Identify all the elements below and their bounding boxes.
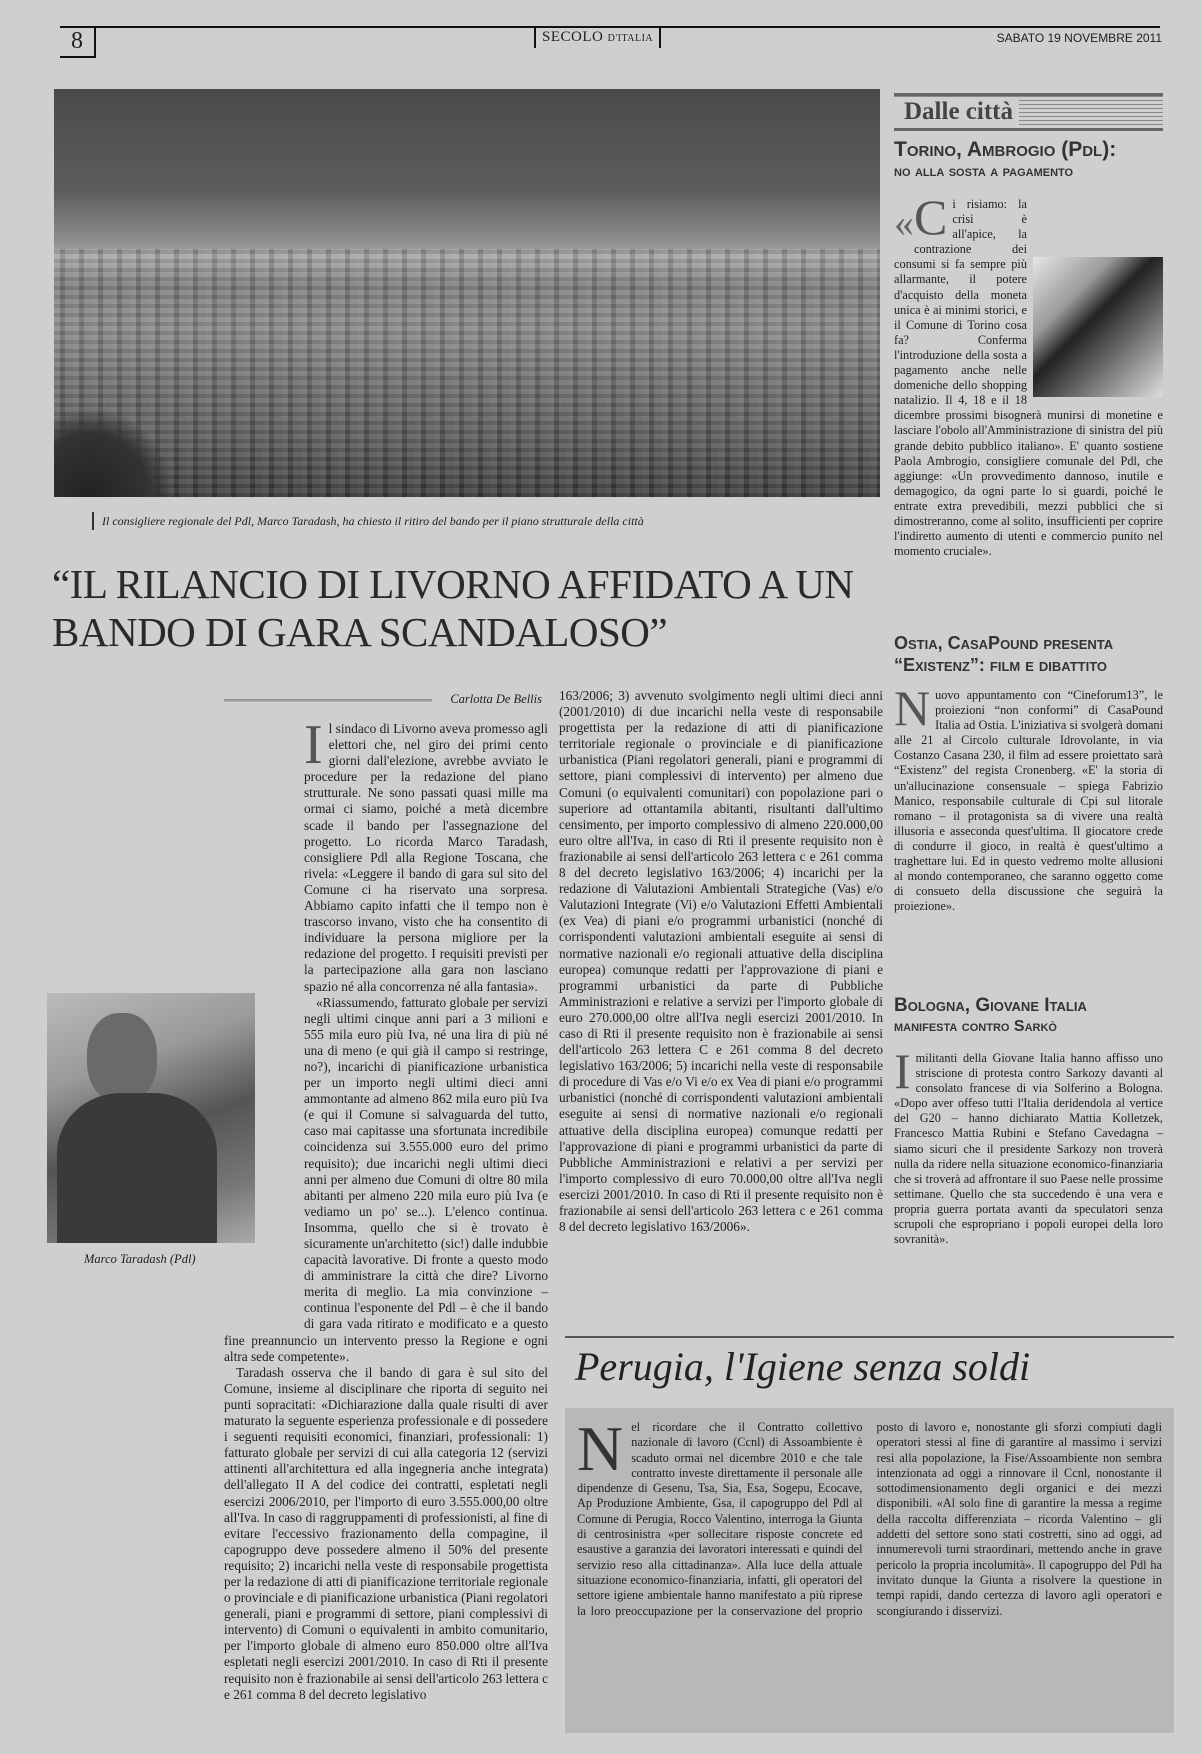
section-title-text: Dalle città <box>894 98 1019 125</box>
photo-caption: Il consigliere regionale del Pdl, Marco Taradash, ha chiesto il ritiro del bando per il piano strutturale della città <box>92 512 882 530</box>
dropcap: N <box>894 680 931 736</box>
perugia-headline: Perugia, l'Igiene senza soldi <box>575 1344 1031 1389</box>
ostia-headline <box>894 632 1163 676</box>
article-column-2 <box>559 688 883 1235</box>
perugia-article <box>565 1336 1174 1733</box>
torino-article <box>894 189 1163 559</box>
page-number: 8 <box>60 26 96 58</box>
headline-line: no alla sosta a pagamento <box>894 163 1074 180</box>
perugia-body <box>565 1408 1174 1733</box>
inset-caption: Marco Taradash (Pdl) <box>84 1252 196 1266</box>
masthead-suffix: D'ITALIA <box>607 33 654 44</box>
livorno-panorama-photo <box>54 89 880 497</box>
paragraph: 163/2006; 3) avvenuto svolgimento negli ultimi dieci anni (2001/2010) di due incarichi nella veste di responsabile progettista per la redazione di atti di pianificazione territoriale regionale o provinciale e di pianificazione urbanistica (Piani regolatori generali, piani e programmi di settore, piani complessivi di intervento) per almeno due Comuni (o equivalenti comunitari) con popolazione pari o superiore ad ottantamila abitanti, risultanti dall'ultimo censimento, per importo complessivo di almeno 220.000,00 euro oltre all'Iva, in caso di Rti il presente requisito non è frazionabile ai sensi dell'articolo 263 lettera c e 261 comma 8 del decreto legislativo 163/2006; 4) incarichi per la redazione di Valutazioni Ambientali Strategiche (Vas) e/o Valutazioni Integrate (Vi) e/o Valutazioni Effetti Ambientali (ex Vea) di piani e/o programmi urbanistici (nonché di corrispondenti valutazioni ambientali eseguite ai sensi di normative nazionali e/o regionali attuative della disciplina europea) comunque redatti per l'approvazione di piani e programmi urbanistici da parte di Pubbliche Amministrazioni e relative a servizi per l'importo globale di euro 270.000,00 oltre all'Iva negli esercizi 2001/2010. In caso di Rti il presente requisito non è frazionabile ai sensi dell'articolo 263 lettera C e 261 comma 8 del decreto legislativo 163/2006; 5) incarichi nella veste di responsabile di procedure di Vas e/o Vi e/o ex Vea di piani e/o programmi urbanistici (nonché di corrispondenti valutazioni ambientali eseguite ai sensi di normative nazionali e/o regionali attuative della disciplina europea) comunque redatti per l'approvazione di piani e programmi urbanistici da parte di Pubbliche Amministrazioni e relativi a per servizi per l'importo complessivo di euro 70.000,00 oltre all'Iva negli esercizi 2001/2010. In caso di Rti il presente requisito non è frazionabile ai sensi dell'articolo 263 lettera c e 261 comma 8 del decreto legislativo 163/2006». <box>559 688 883 1235</box>
headline-line: Bologna, Giovane Italia <box>894 995 1087 1016</box>
byline-author: Carlotta De Bellis <box>450 692 542 706</box>
taradash-portrait-photo <box>47 993 255 1243</box>
paragraph: «Riassumendo, fatturato globale per servizi negli ultimi cinque anni pari a 3 milioni e 555 mila euro più Iva, né una lira di più né una di meno (e qui già il campo si restringe, no?), incarichi di pianificazione urbanistica per un importo negli ultimi dieci anni ammontante ad almeno 862 mila euro più Iva (e qui il Comune si salvaguarda del tutto, caso mai capitasse una sfortunata incredibile coincidenza sui 3.555.000 euro del primo requisito); due incarichi negli ultimi dieci anni per almeno due Comuni di oltre 80 mila abitanti per almeno 220 mila euro più Iva (e vediamo un po' se...). L'elenco continua. Insomma, quello che si è trovato è sicuramente un'architetto (sic!) dalle indubbie capacità lavorative. Di fronte a questo modo di amministrare la città che dire? Livorno merita di meglio. La mia convinzione – continua l'esponente del Pdl – è che il bando di gara vada ritirato e modificato e a questo fine preannuncio un intervento presso la Regione e ogni altra sede competente». <box>224 994 548 1364</box>
headline-line: manifesta contro Sarkò <box>894 1018 1057 1035</box>
headline-line: “Existenz”: film e dibattito <box>894 655 1108 675</box>
main-headline: “IL RILANCIO DI LIVORNO AFFIDATO A UN BANDO DI GARA SCANDALOSO” <box>52 561 854 655</box>
dropcap: N <box>577 1413 624 1484</box>
article-column-1 <box>224 714 549 1703</box>
paragraph: uovo appuntamento con “Cineforum13”, le proiezioni “non conformi” di CasaPound Italia ad Ostia. L'iniziativa si svolgerà domani alle 21 al Circolo culturale Idrovolante, in via Costanzo Casana 230, il film ad essere proiettato sarà “Existenz” del regista Cronenberg. «E' la storia di un'allucinazione consensuale – spiega Fabrizio Manico, responsabile culturale di Cpi sul litorale romano – il protagonista sa di vivere una realtà illusoria e asseconda quest'ultima. Il giocatore crede di condurre il gioco, in realtà è quest'ultimo a traghettare lui. Ed in questo vedremo molte allusioni al mondo contemporaneo, che saranno oggetto come di consueto della discussione che seguirà la proiezione». <box>894 688 1163 914</box>
ambrogio-portrait-photo <box>1033 257 1163 397</box>
paragraph: militanti della Giovane Italia hanno affisso uno striscione di protesta contro Sarkozy davanti al consolato francese di via Solferino a Bologna. «Dopo aver offeso tutti l'Italia deridendola al vertice del G20 – hanno dichiarato Mattia Kolletzek, Francesco Mattia Rubini e Stefano Cavedagna – siamo sicuri che il presidente Sarkozy non troverà nulla da ridere nella situazione economico-finanziaria che si troverà ad affrontare il suo Paese nelle prossime settimane. Quello che sta succedendo è una vera e propria guerra portata avanti da speculatori senza scrupoli che espropriano i popoli europei della loro sovranità». <box>894 1051 1163 1247</box>
bologna-article <box>894 1043 1163 1247</box>
headline-line: Torino, Ambrogio (Pdl): <box>894 138 1117 161</box>
dropcap: I <box>894 1043 911 1099</box>
section-title <box>894 93 1163 131</box>
ostia-article <box>894 680 1163 914</box>
quote-mark: « <box>894 200 914 245</box>
masthead-title: SECOLO <box>542 29 604 45</box>
torino-headline <box>894 138 1163 182</box>
paragraph: el ricordare che il Contratto collettivo nazionale di lavoro (Ccnl) di Assoambiente è scaduto ormai nel dicembre 2010 e che tale contratto investe direttamente il personale alle dipendenze di Gesenu, Tsa, Sia, Esa, Sogepu, Ecocave, Ap Produzione Ambiente, Gsa, il capogruppo del Pdl al Comune di Perugia, Rocco Valentino, interroga la Giunta di centrosinistra «per sollecitare risposte concrete ed esaustive a garanzia dei lavoratori interessati e quindi del servizio reso alla cittadinanza». Alla luce della attuale situazione economico-finanziaria, infatti, gli operatori del settore igiene ambientale hanno manifestato a più riprese la loro preoccupazione per la conservazione del proprio posto di lavoro e, nonostante gli sforzi compiuti dagli operatori stessi al fine di garantire al massimo i servizi resi alla popolazione, la Fise/Assoambiente non sembra intenzionata ad oggi a rinnovare il Ccnl, nonostante il sottodimensionamento degli organici e dei mezzi disponibili. «Al solo fine di garantire la messa a regime della raccolta differenziata – ricorda Valentino – gli addetti del settore sono stati costretti, sino ad oggi, ad innumerevoli turni straordinari, mettendo anche in grave pericolo la propria incolumità». Il capogruppo del Pdl ha invitato dunque la Giunta a risolvere la questione in tempi rapidi, dando certezza di lavoro agli operatori e scongiurando i disservizi. <box>577 1420 1162 1618</box>
paragraph: l sindaco di Livorno aveva promesso agli elettori che, nel giro dei primi cento giorni dall'elezione, avrebbe avviato le procedure per la redazione del piano strutturale. Ne sono passati quasi mille ma ormai ci siamo, poiché a metà dicembre scade il bando per l'assegnazione del progetto. Lo ricorda Marco Taradash, consigliere Pdl alla Regione Toscana, che rivela: «Leggere il bando di gara sul sito del Comune ci ha riservato una sorpresa. Abbiamo capito infatti che il tempo non è trascorso invano, visto che ha consentito di individuare la persona migliore per la redazione del progetto. I requisiti previsti per la partecipazione alla gara non lasciano spazio né alla concorrenza né alla fantasia». <box>304 721 549 994</box>
byline <box>224 692 542 708</box>
paragraph: i risiamo: la crisi è all'apice, la contrazione dei consumi si fa sempre più allarmante, il potere d'acquisto della moneta unica è ai minimi storici, e il Comune di Torino cosa fa? Conferma l'introduzione della sosta a pagamento anche nelle domeniche dello shopping natalizio. Il 4, 18 e il 18 dicembre prossimi bisognerà munirsi di monetine e lasciare l'obolo all'Amministrazione di sinistra del più grande debito pubblico italiano». E' quanto sostiene Paola Ambrogio, consigliere comunale del Pdl, che aggiunge: «Un provvedimento dannoso, inutile e demagogico, da ogni parte lo si guardi, poiché le entrate extra prevedibili, mezzi pubblici che si dimostreranno, come al solito, insufficienti per coprire l'indiretto aumento di utenti e commercio punito nel momento cruciale». <box>894 197 1163 559</box>
paragraph: Taradash osserva che il bando di gara è sul sito del Comune, insieme al disciplinare che riporta di seguito nei punti sopracitati: «Dichiarazione dalla quale risulti di aver maturato la seguente esperienza professionale e di possedere i seguenti requisiti economici, finanziari, professionali: 1) fatturato globale per servizi di cui alla categoria 12 (servizi attinenti all'architettura ed alla ingegneria anche integrata) dell'allegato II A del codice dei contratti, espletati negli esercizi 2006/2010, per l'importo di euro 3.555.000,00 oltre all'Iva. In caso di raggruppamenti di professionisti, al fine di evitare l'eccessivo frazionamento della compagine, il capogruppo deve possedere almeno il 50% del presente requisito; 2) incarichi nella veste di responsabile progettista per la redazione di atti di pianificazione territoriale regionale o provinciale e di pianificazione urbanistica (Piani regolatori generali, piani e programmi di settore, piani complessivi di intervento) di Comuni o equivalenti in ambito comunitario, per l'importo globale di almeno euro 850.000 oltre all'Iva espletati negli esercizi 2001/2010. In caso di Rti il presente requisito non è frazionabile ai sensi dell'articolo 263 lettera c e 261 comma 8 del decreto legislativo <box>224 1364 548 1702</box>
bologna-headline <box>894 994 1163 1037</box>
issue-date: SABATO 19 NOVEMBRE 2011 <box>996 31 1162 45</box>
masthead <box>534 26 661 48</box>
dropcap: C <box>914 189 948 245</box>
dropcap: I <box>304 714 323 776</box>
headline-line: Ostia, CasaPound presenta <box>894 633 1114 653</box>
